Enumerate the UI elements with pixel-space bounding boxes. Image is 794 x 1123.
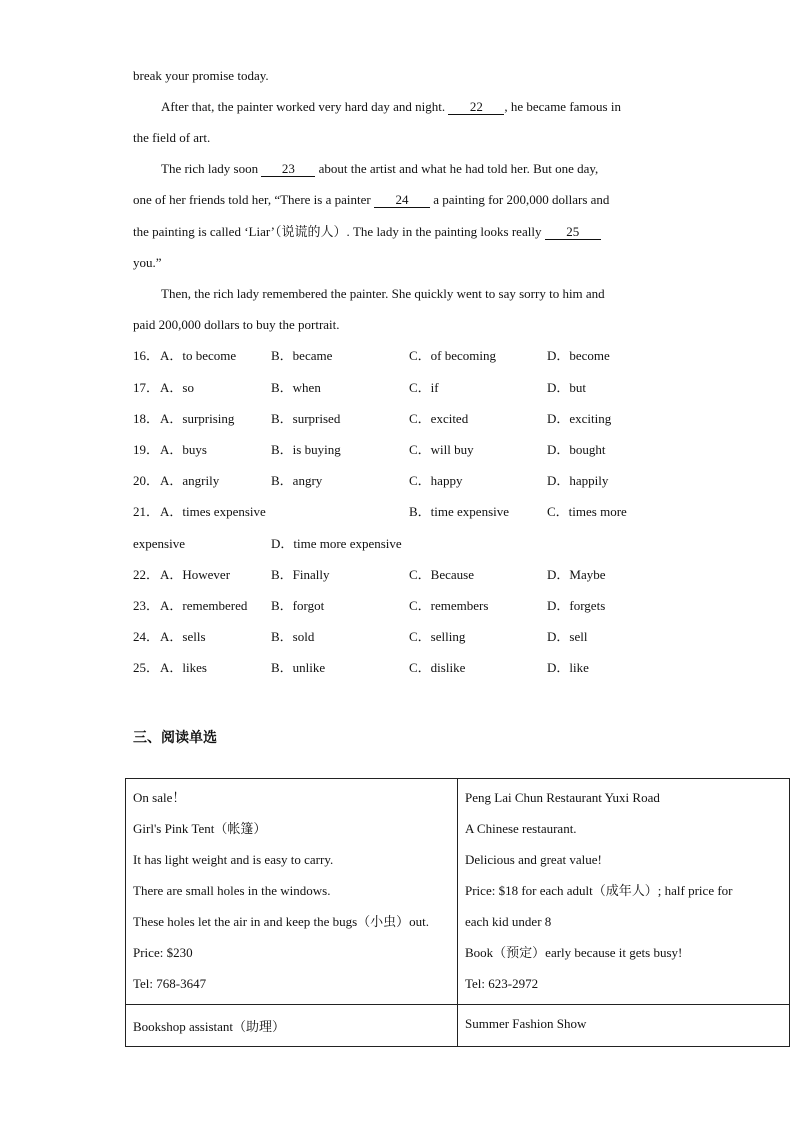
ad-tent: On sale！ Girl's Pink Tent（帐篷） It has light weight and is easy to carry. There are small holes in the windows. These holes let the air in and keep the bugs（小虫）out. Price: $230 Tel: 768-3647 [126, 779, 458, 1005]
option-a: A．likes [160, 660, 207, 675]
option-a: A．surprising [160, 411, 235, 426]
ads-table [125, 778, 790, 1047]
blank-24: 24 [374, 193, 430, 208]
option-d: D．sell [547, 629, 588, 644]
option-b: B．sold [271, 629, 315, 644]
option-a: A．so [160, 380, 194, 395]
option-a: A．sells [160, 629, 206, 644]
option-c: C．if [409, 380, 439, 395]
passage-line: After that, the painter worked very hard day and night. 22 , he became famous in [161, 99, 621, 114]
ad-restaurant: Peng Lai Chun Restaurant Yuxi Road A Chinese restaurant. Delicious and great value! Price: $18 for each adult（成年人）; half price for each kid under 8 Book（预定）early because it gets busy! Tel: 623-2972 [458, 779, 790, 1005]
question-22: 22． A．However B．Finally C．Because D．Maybe [133, 567, 606, 582]
option-b: B．angry [271, 473, 323, 488]
option-c: C．remembers [409, 598, 489, 613]
option-d: D．but [547, 380, 587, 395]
option-b: B．when [271, 380, 321, 395]
blank-22: 22 [448, 100, 504, 115]
option-b: B．forgot [271, 598, 325, 613]
option-b: B．Finally [271, 567, 330, 582]
option-a: A．to become [160, 348, 237, 363]
option-d: D．forgets [547, 598, 606, 613]
question-18: 18． A．surprising B．surprised C．excited D．exciting [133, 411, 612, 426]
option-a: A．times expensive [160, 504, 266, 519]
blank-23: 23 [261, 162, 315, 177]
option-c: C．selling [409, 629, 466, 644]
option-b: B．became [271, 348, 333, 363]
ad-fashion-show: Summer Fashion Show [458, 1005, 790, 1047]
option-c: C．happy [409, 473, 463, 488]
option-a: A．remembered [160, 598, 248, 613]
question-21: 21． A．times expensive B．time expensive C．times more [133, 504, 627, 519]
question-21-continued [133, 535, 693, 553]
question-24: 24． A．sells B．sold C．selling D．sell [133, 629, 588, 644]
option-d: D．become [547, 348, 610, 363]
option-c: C．will buy [409, 442, 474, 457]
option-b: B．unlike [271, 660, 326, 675]
option-c-continued: expensive [133, 536, 185, 551]
option-d: D．exciting [547, 411, 612, 426]
question-20: 20． A．angrily B．angry C．happy D．happily [133, 473, 609, 488]
option-d: D．happily [547, 473, 609, 488]
question-16: 16． A．to become B．became C．of becoming D．become [133, 348, 610, 363]
section-title: 三、阅读单选 [133, 730, 217, 746]
option-c: C．Because [409, 567, 474, 582]
passage-line: The rich lady soon 23 about the artist and what he had told her. But one day, [161, 161, 599, 176]
option-a: A．However [160, 567, 231, 582]
option-b: B．surprised [271, 411, 341, 426]
option-d: D．Maybe [547, 567, 606, 582]
option-d: D．time more expensive [271, 536, 402, 551]
option-a: A．buys [160, 442, 207, 457]
passage-line: the painting is called ‘Liar’（说谎的人）. The lady in the painting looks really 25 [133, 223, 601, 241]
passage-line: break your promise today. [133, 68, 269, 83]
option-d: D．bought [547, 442, 606, 457]
passage-line: one of her friends told her, “There is a painter 24 a painting for 200,000 dollars and [133, 192, 610, 207]
passage-line: you.” [133, 255, 162, 270]
question-19: 19． A．buys B．is buying C．will buy D．bought [133, 442, 606, 457]
option-d: D．like [547, 660, 589, 675]
option-c: C．times more [547, 504, 627, 519]
question-17: 17． A．so B．when C．if D．but [133, 380, 587, 395]
question-23: 23． A．remembered B．forgot C．remembers D．forgets [133, 598, 606, 613]
passage-line: Then, the rich lady remembered the painter. She quickly went to say sorry to him and [161, 286, 605, 301]
passage-line: paid 200,000 dollars to buy the portrait. [133, 317, 340, 332]
blank-25: 25 [545, 225, 601, 240]
option-c: C．dislike [409, 660, 466, 675]
option-b: B．is buying [271, 442, 341, 457]
option-b: B．time expensive [409, 504, 510, 519]
question-25: 25． A．likes B．unlike C．dislike D．like [133, 660, 589, 675]
option-c: C．of becoming [409, 348, 497, 363]
passage-line: the field of art. [133, 130, 211, 145]
ad-bookshop: Bookshop assistant（助理） [126, 1005, 458, 1047]
option-c: C．excited [409, 411, 469, 426]
option-a: A．angrily [160, 473, 220, 488]
